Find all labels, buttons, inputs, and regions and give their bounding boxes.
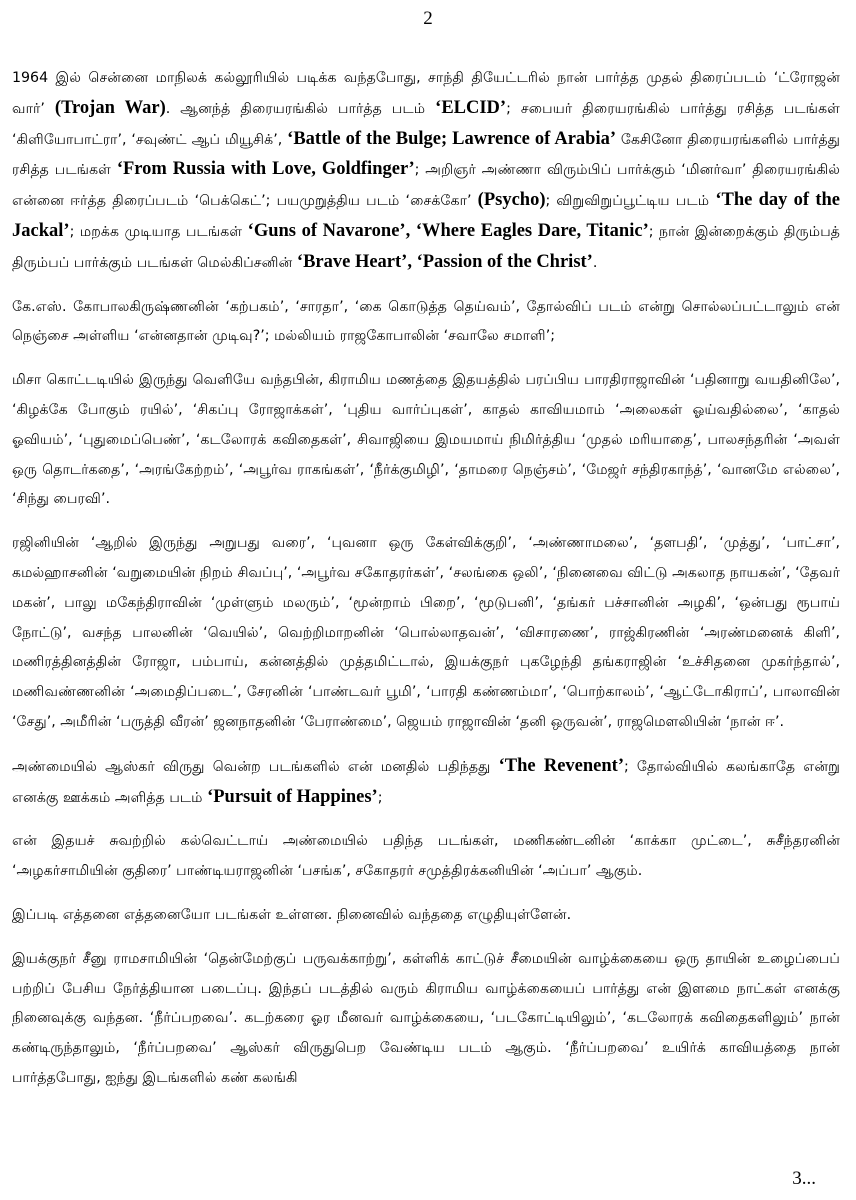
english-title-text: (Trojan War) bbox=[54, 97, 166, 118]
text-run: மிசா கொட்டடியில் இருந்து வெளியே வந்தபின், கிராமிய மணத்தை இதயத்தில் பரப்பிய பாரதிராஜாவின் ‘பதினாறு வயதினிலே’, ‘கிழக்கே போகும் ரயில்’, ‘சிகப்பு ரோஜாக்கள்’, ‘புதிய வார்ப்புகள்’, காதல் காவியமாம் ‘அலைகள் ஓய்வதில்லை’, ‘காதல் ஓவியம்’, ‘புதுமைப்பெண்’, ‘கடலோரக் கவிதைகள்’, சிவாஜியை இமயமாய் நிமிர்த்திய ‘முதல் மரியாதை’, பாலசந்தரின் ‘அவள் ஒரு தொடர்கதை’, ‘அரங்கேற்றம்’, ‘அபூர்வ ராகங்கள்’, ‘நீர்க்குமிழி’, ‘தாமரை நெஞ்சம்’, ‘மேஜர் சந்திரகாந்த்’, ‘வானமே எல்லை’, ‘சிந்து பைரவி’. bbox=[12, 372, 840, 508]
paragraph bbox=[12, 293, 840, 353]
text-run: . ஆனந்த் திரையரங்கில் பார்த்த படம் bbox=[165, 100, 436, 117]
text-run: . bbox=[592, 254, 598, 271]
text-run: ; நான் இன்றைக்கும் திரும்பத் திரும்பப் பார்க்கும் படங்கள் மெல்கிப்சனின் bbox=[12, 223, 840, 271]
text-run: ; விறுவிறுப்பூட்டிய படம் bbox=[545, 193, 716, 210]
text-run: அண்மையில் ஆஸ்கர் விருது வென்ற படங்களில் என் மனதில் பதிந்தது bbox=[12, 758, 499, 775]
paragraph bbox=[12, 64, 840, 279]
paragraph bbox=[12, 529, 840, 738]
english-title-text: ‘Battle of the Bulge; Lawrence of Arabia’ bbox=[287, 128, 616, 149]
english-title-text: ‘The Revenent’ bbox=[498, 755, 624, 776]
paragraph bbox=[12, 752, 840, 814]
continued-marker: 3... bbox=[792, 1168, 816, 1189]
text-run: கே.எஸ். கோபாலகிருஷ்ணனின் ‘கற்பகம்’, ‘சாரதா’, ‘கை கொடுத்த தெய்வம்’, தோல்விப் படம் என்று சொல்லப்பட்டாலும் என் நெஞ்சை அள்ளிய ‘என்னதான் முடிவு?’; மல்லியம் ராஜகோபாலின் ‘சவாலே சமாளி’; bbox=[12, 298, 840, 345]
text-run: என் இதயச் சுவற்றில் கல்வெட்டாய் அண்மையில் பதிந்த படங்கள், மணிகண்டனின் ‘காக்கா முட்டை’, சுசீந்தரனின் ‘அழகர்சாமியின் குதிரை’ பாண்டியராஜனின் ‘பசங்க’, சகோதரர் சமுத்திரக்கனியின் ‘அப்பா’ ஆகும். bbox=[12, 833, 840, 880]
page-number: 2 bbox=[423, 8, 433, 29]
paragraph bbox=[12, 901, 840, 931]
text-run: ; அறிஞர் அண்ணா விரும்பிப் பார்க்கும் ‘மினர்வா’ திரையரங்கில் என்னை ஈர்த்த திரைப்படம் ‘பெக்கெட்’; பயமுறுத்திய படம் ‘சைக்கோ’ bbox=[12, 162, 841, 210]
english-title-text: ‘Guns of Navarone’, ‘Where Eagles Dare, Titanic’ bbox=[247, 220, 649, 241]
english-title-text: ‘From Russia with Love, Goldfinger’ bbox=[116, 159, 415, 180]
text-run: இயக்குநர் சீனு ராமசாமியின் ‘தென்மேற்குப் பருவக்காற்று’, கள்ளிக் காட்டுச் சீமையின் வாழ்க்கையை ஒரு தாயின் உழைப்பைப் பற்றிப் பேசிய நேர்த்தியான படைப்பு. இந்தப் படத்தில் வரும் கிராமிய வாழ்க்கையைப் பார்த்து என் இளமை நாட்கள் எனக்கு நினைவுக்கு வந்தன. ‘நீர்ப்பறவை’. கடற்கரை ஓர மீனவர் வாழ்க்கையை, ‘படகோட்டியிலும்’, ‘கடலோரக் கவிதைகளிலும்’ நான் கண்டிருந்தாலும், ‘நீர்ப்பறவை’ ஆஸ்கர் விருதுபெற வேண்டிய படம் ஆகும். ‘நீர்ப்பறவை’ உயிர்க் காவியத்தை நான் பார்த்தபோது, ஐந்து இடங்களில் கண் கலங்கி bbox=[12, 950, 840, 1086]
text-run: கேசினோ திரையரங்களில் பார்த்து ரசித்த படங்கள் bbox=[12, 131, 840, 179]
text-run: இப்படி எத்தனை எத்தனையோ படங்கள் உள்ளன. நினைவில் வந்ததை எழுதியுள்ளேன். bbox=[12, 906, 572, 923]
paragraph bbox=[12, 366, 840, 515]
english-title-text: ‘Brave Heart’, ‘Passion of the Christ’ bbox=[296, 251, 593, 272]
english-title-text: (Psycho) bbox=[477, 190, 546, 211]
text-run: ; bbox=[377, 789, 383, 806]
english-title-text: ‘Pursuit of Happines’ bbox=[207, 786, 378, 807]
paragraph bbox=[12, 827, 840, 887]
text-run: ; மறக்க முடியாத படங்கள் bbox=[69, 223, 248, 240]
body-text bbox=[12, 64, 840, 1108]
paragraph bbox=[12, 945, 840, 1094]
text-run: 1964 இல் சென்னை மாநிலக் கல்லூரியில் படிக்க வந்தபோது, சாந்தி தியேட்டரில் நான் பார்த்த முதல் திரைப்படம் ‘ட்ரோஜன் வார்’ bbox=[12, 70, 840, 117]
english-title-text: ‘ELCID’ bbox=[435, 97, 507, 118]
text-run: ; சபையர் திரையரங்கில் பார்த்து ரசித்த படங்கள் ‘கிளியோபாட்ரா’, ‘சவுண்ட் ஆப் மியூசிக்’, bbox=[12, 100, 840, 148]
english-title-text: ‘The day of the Jackal’ bbox=[12, 190, 840, 241]
text-run: ; தோல்வியில் கலங்காதே என்று எனக்கு ஊக்கம் அளித்த படம் bbox=[12, 758, 840, 806]
text-run: ரஜினியின் ‘ஆறில் இருந்து அறுபது வரை’, ‘புவனா ஒரு கேள்விக்குறி’, ‘அண்ணாமலை’, ‘தளபதி’, ‘முத்து’, ‘பாட்சா’, கமல்ஹாசனின் ‘வறுமையின் நிறம் சிவப்பு’, ‘அபூர்வ சகோதரர்கள்’, ‘சலங்கை ஒலி’, ‘நினைவை விட்டு அகலாத நாயகன்’, ‘தேவர் மகன்’, பாலு மகேந்திராவின் ‘முள்ளும் மலரும்’, ‘மூன்றாம் பிறை’, ‘மூடுபனி’, ‘தங்கர் பச்சானின் அழகி’, ‘ஒன்பது ரூபாய் நோட்டு’, வசந்த பாலனின் ‘வெயில்’, வெற்றிமாறனின் ‘பொல்லாதவன்’, ‘விசாரணை’, ராஜ்கிரணின் ‘அரண்மனைக் கிளி’, மணிரத்தினத்தின் ரோஜா, பம்பாய், கன்னத்தில் முத்தமிட்டால், இயக்குநர் புகழேந்தி தங்கராஜின் ‘உச்சிதனை முகர்ந்தால்’, மணிவண்ணனின் ‘அமைதிப்படை’, சேரனின் ‘பாண்டவர் பூமி’, ‘பாரதி கண்ணம்மா’, ‘பொற்காலம்’, ‘ஆட்டோகிராப்’, பாலாவின் ‘சேது’, அமீரின் ‘பருத்தி வீரன்’ ஜனநாதனின் ‘பேராண்மை’, ஜெயம் ராஜாவின் ‘தனி ஒருவன்’, ராஜமௌலியின் ‘நான் ஈ’. bbox=[12, 535, 840, 730]
